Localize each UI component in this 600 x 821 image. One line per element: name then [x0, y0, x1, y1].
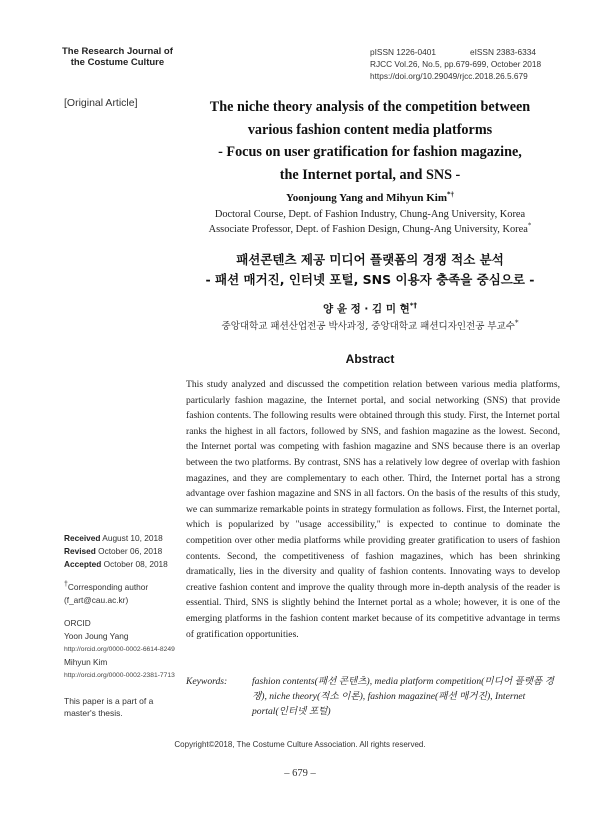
affiliation-english [180, 208, 560, 237]
thesis-note-line2: master's thesis. [64, 708, 123, 718]
title-en-line2: various fashion content media platforms [247, 121, 493, 138]
orcid-section [64, 617, 175, 682]
article-dates [64, 532, 168, 571]
article-type: [Original Article] [64, 97, 138, 109]
corr-email[interactable]: (f_art@cau.ac.kr) [64, 595, 129, 605]
received-date: August 10, 2018 [102, 533, 163, 543]
revised-date: October 06, 2018 [98, 546, 163, 556]
orcid-name-2: Mihyun Kim [64, 657, 108, 667]
publication-meta [370, 46, 541, 82]
corr-label: Corresponding author [67, 582, 149, 592]
author-mark: *† [446, 190, 454, 199]
thesis-note [64, 695, 153, 719]
keywords-label: Keywords: [186, 676, 228, 687]
affiliation-ko-text: 중앙대학교 패션산업전공 박사과정, 중앙대학교 패션디자인전공 부교수 [221, 321, 515, 332]
keywords [186, 674, 560, 719]
received-label: Received [64, 533, 101, 543]
revised-label: Revised [64, 546, 96, 556]
affiliation-en-line2: Associate Professor, Dept. of Fashion Design, Chung-Ang University, Korea [208, 223, 528, 235]
accepted-date: October 08, 2018 [103, 559, 168, 569]
journal-name-line1: The Research Journal of [62, 46, 173, 57]
page-number: – 679 – [284, 768, 316, 779]
abstract-body: This study analyzed and discussed the competition relation between various media platforms, particularly fashion magazine, the Internet portal, and social networking (SNS) that provide fashion contents. The following results were obtained through this study. First, the Internet portal ranks the highest in all factors, followed by SNS, and fashion magazine as the lowest. Second, the Internet portal was competing with fashion magazine and SNS because there is an overlap between the two platforms. By contrast, SNS has a relatively low degree of overlap with fashion magazines, and they are complementary to each other. Third, the Internet portal has a strong advantage over fashion magazine and SNS in all factors. On the basis of the results of this study, we can summarize remarkable points in strategy formulation as follows. First, the Internet portal, which is popularized by "usage accessibility," is expected to continue to dominate the competition over other media platforms while providing greater gratification to users of fashion contents. Second, the competitiveness of fashion magazines, which has been shrinking dramatically, lies in the diversity and quality of fashion contents. Innovating ways to develop creative fashion content and improve the quality through more in-depth analysis of the reader is essential. Third, SNS is slightly behind the Internet portal as a whole; however, it is one of the emerging platforms in the fashion content market because of its competitive advantage in terms of gratification opportunities. [186, 379, 560, 640]
corresponding-author [64, 581, 148, 607]
corr-mark: † [64, 581, 68, 589]
title-english [180, 96, 560, 186]
title-korean [180, 250, 560, 290]
title-en-line3: - Focus on user gratification for fashion magazine, [218, 144, 522, 160]
author-ko-mark: *† [409, 301, 417, 310]
pissn: pISSN 1226-0401 [370, 47, 436, 57]
thesis-note-line1: This paper is a part of a [64, 696, 154, 706]
affiliation-en-line1: Doctoral Course, Dept. of Fashion Industry, Chung-Ang University, Korea [214, 209, 526, 220]
authors-en-text: Yoonjoung Yang and Mihyun Kim [286, 192, 447, 204]
affiliation-ko-mark: * [514, 318, 519, 327]
title-ko-line1: 패션콘텐츠 제공 미디어 플랫폼의 경쟁 적소 분석 [236, 252, 504, 267]
abstract-heading: Abstract [345, 352, 395, 366]
affiliation-korean [180, 318, 560, 332]
orcid-label: ORCID [64, 618, 91, 628]
authors-ko-text: 양 윤 정 · 김 미 현 [323, 303, 410, 315]
authors-english [180, 192, 560, 204]
title-en-line4: the Internet portal, and SNS - [279, 166, 461, 183]
title-ko-line2: - 패션 매거진, 인터넷 포털, SNS 이용자 충족을 중심으로 - [205, 272, 535, 287]
orcid-name-1: Yoon Joung Yang [64, 631, 129, 641]
title-en-line1: The niche theory analysis of the competition between [209, 99, 531, 115]
volume-info: RJCC Vol.26, No.5, pp.679-699, October 2018 [370, 59, 542, 69]
copyright: Copyright©2018, The Costume Culture Association. All rights reserved. [174, 740, 426, 749]
doi-link[interactable]: https://doi.org/10.29049/rjcc.2018.26.5.679 [370, 71, 528, 81]
orcid-url-2[interactable]: http://orcid.org/0000-0002-2381-7713 [64, 672, 175, 679]
affiliation-mark: * [527, 221, 532, 230]
journal-name [62, 46, 173, 68]
keywords-text: fashion contents(패션 콘텐츠), media platform competition(미디어 플랫폼 경쟁), niche theory(적소 이론), fashion magazine(패션 매거진), Internet portal(인터넷 포털) [252, 676, 554, 717]
journal-name-line2: the Costume Culture [70, 57, 165, 68]
accepted-label: Accepted [64, 559, 102, 569]
orcid-url-1[interactable]: http://orcid.org/0000-0002-6614-8249 [64, 646, 175, 653]
eissn: eISSN 2383-6334 [469, 47, 536, 57]
authors-korean [180, 301, 560, 316]
